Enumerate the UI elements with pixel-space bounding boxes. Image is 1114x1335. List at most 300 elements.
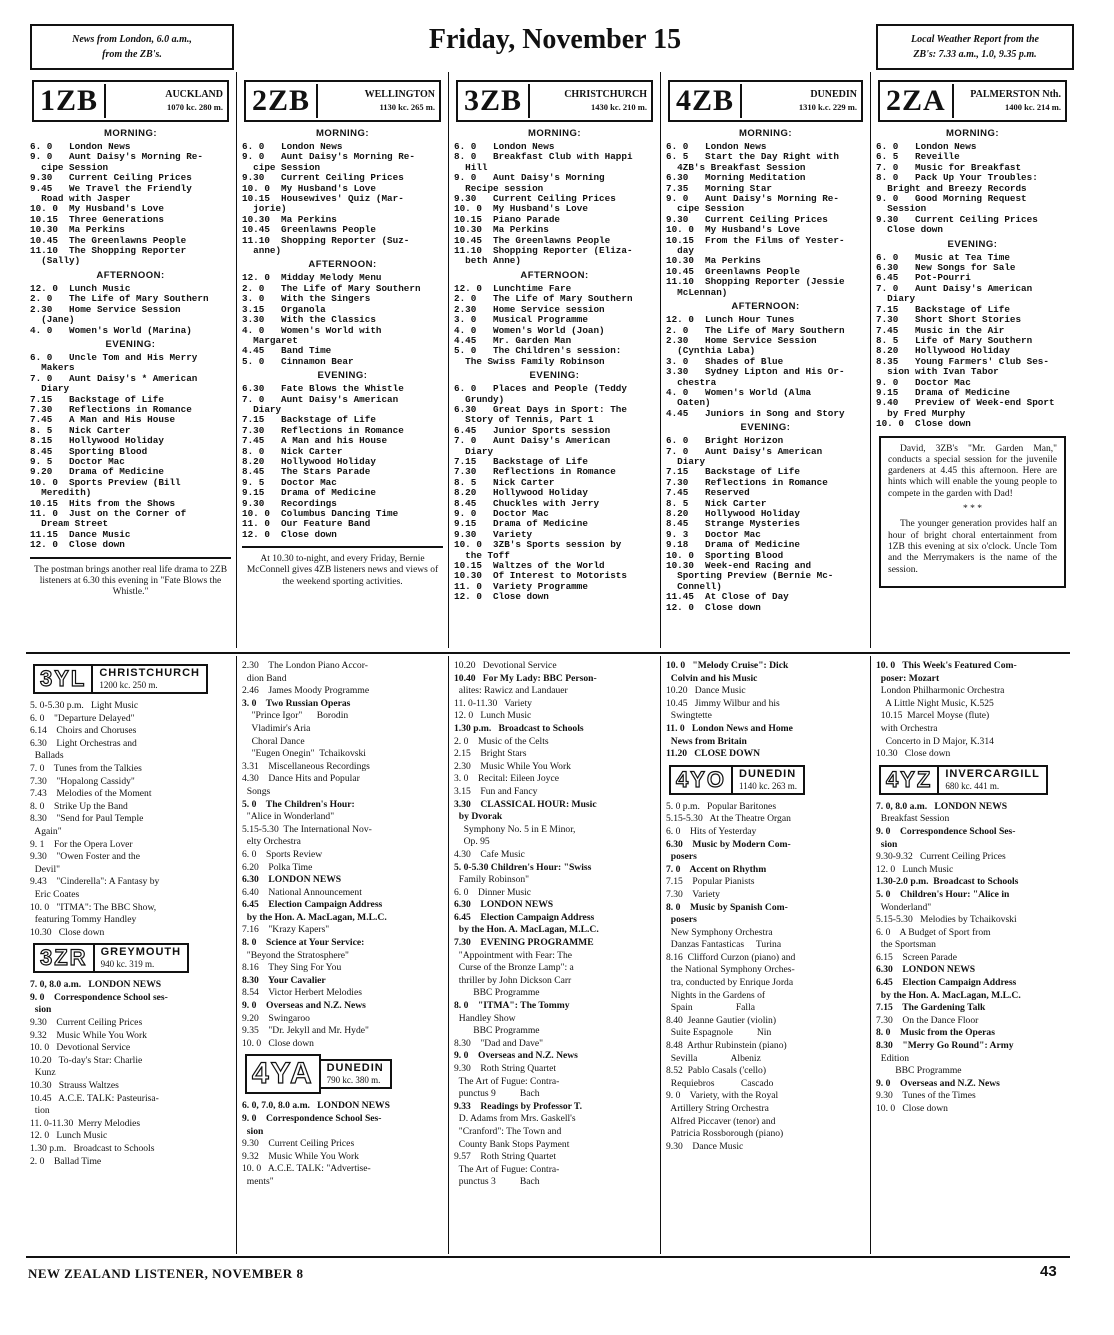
schedule-line: 8.30 "Dad and Dave"	[454, 1037, 544, 1049]
schedule-line: Breakfast Session	[876, 813, 950, 825]
schedule-line: sion	[242, 1125, 264, 1137]
station-info	[321, 1059, 392, 1089]
schedule-line: 7.30 Reflections in Romance	[666, 477, 828, 488]
schedule-line: 9.30 Variety	[454, 529, 533, 540]
schedule-line: 10.30 Ma Perkins	[30, 225, 125, 236]
station-info	[742, 89, 861, 113]
schedule-line: 6.30 New Songs for Sale	[876, 263, 1016, 274]
station-call-sign: 1ZB	[34, 84, 106, 118]
schedule-line: 9.30 "Owen Foster and the	[30, 851, 140, 863]
schedule-line: 7.30 Reflections in Romance	[242, 425, 404, 436]
page-number: 43	[1040, 1263, 1057, 1280]
schedule-line: 9. 0 Aunt Daisy's Morning Re-	[242, 152, 415, 163]
schedule-line: Patricia Rossborough (piano)	[666, 1128, 784, 1140]
column-divider	[660, 72, 661, 648]
schedule-line: 10.30 Close down	[876, 748, 951, 760]
schedule-line: tion	[30, 1105, 50, 1117]
schedule-line: 10.45 Greenlawns People	[666, 266, 800, 277]
schedule-line: Kunz	[30, 1067, 56, 1079]
schedule-line: 9.18 Drama of Medicine	[666, 540, 800, 551]
schedule-line: 2.30 Music While You Work	[454, 760, 571, 772]
schedule-line: 10. 0 Devotional Service	[30, 1042, 131, 1054]
section-heading: AFTERNOON:	[731, 301, 800, 313]
schedule-line: 10.15 Three Generations	[30, 214, 164, 225]
schedule-line: 8.30 Your Cavalier	[242, 974, 326, 986]
station-info	[318, 89, 439, 113]
schedule-line: the National Symphony Orches-	[666, 964, 795, 976]
schedule-line: Danzas Fantasticas Turina	[666, 939, 782, 951]
schedule-line: Connell)	[666, 581, 722, 592]
schedule-line: 7.15 Popular Pianists	[666, 876, 755, 888]
schedule-line: 3.15 Organola	[242, 304, 326, 315]
schedule-line: ments"	[242, 1175, 274, 1187]
schedule-line: 10. 0 A.C.E. TALK: "Advertise-	[242, 1163, 371, 1175]
schedule-line: Eric Coates	[30, 888, 80, 900]
schedule-line: 2. 0 The Life of Mary Southern	[30, 294, 209, 305]
schedule-line: 6. 0 A Budget of Sport from	[876, 926, 991, 938]
schedule-line: 9.30 Current Ceiling Prices	[242, 1138, 355, 1150]
station-column-1zb	[26, 76, 234, 644]
schedule-line: 7.15 Backstage of Life	[30, 394, 164, 405]
column-content	[662, 660, 868, 1153]
schedule-line: 8.30 "Send for Paul Temple	[30, 813, 144, 825]
schedule-line: 7. 0, 8.0 a.m. LONDON NEWS	[30, 979, 162, 991]
schedule-line: The Swiss Family Robinson	[454, 356, 605, 367]
section-heading: AFTERNOON:	[520, 269, 589, 281]
header-right-line2: ZB's: 7.33 a.m., 1.0, 9.35 p.m.	[913, 49, 1037, 60]
column-divider	[660, 656, 661, 1254]
schedule-line: 8.40 Jeanne Gautier (violin)	[666, 1014, 777, 1026]
schedule-line: 7. 0 Aunt Daisy's American	[666, 446, 823, 457]
column-content	[450, 660, 658, 1189]
station-city: DUNEDIN	[739, 767, 797, 780]
station-frequency: 790 kc. 380 m.	[326, 1075, 381, 1086]
station-banner	[33, 664, 228, 694]
schedule-line: 2.46 James Moody Programme	[242, 685, 370, 697]
schedule-line: 10.20 Devotional Service	[454, 660, 557, 671]
station-banner	[245, 1054, 440, 1094]
column-divider	[870, 72, 871, 648]
schedule-line: cipe Session	[242, 162, 321, 173]
schedule-line: 6. 0 London News	[876, 142, 977, 152]
schedule-line: 7. 0 Aunt Daisy's American	[876, 283, 1033, 294]
schedule-line: 6.30 Great Days in Sport: The	[454, 404, 627, 415]
column-content	[26, 664, 234, 1168]
schedule-line: 6. 0 Sports Review	[242, 848, 323, 860]
schedule-line: 6.15 Screen Parade	[876, 951, 957, 963]
header-right-line1: Local Weather Report from the	[911, 34, 1039, 45]
schedule-line: Suite Espagnole Nin	[666, 1027, 772, 1039]
bottom-column-1	[26, 660, 234, 1256]
schedule-line: Family Robinson"	[454, 874, 530, 886]
schedule-line: Spain Falla	[666, 1002, 756, 1014]
station-logo: 3YL	[33, 664, 93, 694]
schedule-line: Dream Street	[30, 519, 109, 530]
schedule-line: 8. 0 Strike Up the Band	[30, 800, 128, 812]
schedule-line: Session	[876, 204, 927, 215]
header-left-line2: from the ZB's.	[102, 49, 162, 60]
schedule-line: 8. 5 Nick Carter	[30, 425, 131, 436]
schedule-line: 6.30 LONDON NEWS	[454, 899, 554, 911]
station-frequency: 680 kc. 441 m.	[945, 780, 1000, 791]
schedule-line: McLennan)	[666, 287, 728, 298]
station-header	[878, 80, 1067, 122]
schedule-line: chestra	[666, 377, 717, 388]
schedule-line: 7. 0 Accent on Rhythm	[666, 863, 767, 875]
station-header	[244, 80, 441, 122]
station-frequency: 1400 kc. 214 m.	[1005, 102, 1061, 112]
station-logo: 4YZ	[879, 765, 939, 795]
schedule-line: by the Hon. A. MacLagan, M.L.C.	[454, 924, 599, 936]
station-info	[733, 765, 805, 795]
schedule-line: 10. 0 Close down	[876, 419, 971, 430]
station-info	[954, 89, 1065, 113]
station-column-2za	[872, 76, 1072, 644]
schedule-line: cipe Session	[30, 162, 109, 173]
schedule-line: 10. 0 Close down	[876, 1103, 948, 1114]
schedule-line: 8.45 Strange Mysteries	[666, 519, 800, 530]
schedule-line: thriller by John Dickson Carr	[454, 974, 572, 986]
schedule-line: 9.30 Roth String Quartet	[454, 1063, 557, 1074]
schedule-line: 9.30 Current Ceiling Prices	[666, 214, 828, 225]
schedule-line: 10.40 For My Lady: BBC Person-	[454, 672, 597, 684]
station-info	[106, 89, 227, 113]
feature-divider: * * *	[963, 504, 982, 515]
schedule-line: 9.15 Drama of Medicine	[454, 519, 588, 530]
station-frequency: 1070 kc. 280 m.	[167, 102, 223, 112]
schedule-line: poser: Mozart	[876, 672, 940, 684]
schedule-line: 6.14 Choirs and Choruses	[30, 725, 137, 737]
schedule-line: (Cynthia Laba)	[666, 346, 756, 357]
schedule-line: 2.30 Home Service Session	[666, 335, 817, 346]
schedule-line: Artillery String Orchestra	[666, 1103, 769, 1114]
schedule-line: 10.20 Dance Music	[666, 685, 746, 697]
schedule-line: 12. 0 Lunchtime Fare	[454, 283, 572, 294]
schedule-line: 4. 0 Women's World (Joan)	[454, 325, 605, 336]
schedule-line: 10. 0 Sports Preview (Bill	[30, 477, 181, 488]
schedule-line: 9. 0 Aunt Daisy's Morning	[454, 173, 605, 184]
schedule-line: 10.30 Ma Perkins	[242, 214, 337, 225]
schedule-line: 8.48 Arthur Rubinstein (piano)	[666, 1040, 787, 1052]
schedule-line: 4. 0 Women's World with	[242, 325, 382, 336]
schedule-line: 8.45 The Stars Parade	[242, 467, 371, 478]
station-logo: 3ZR	[33, 943, 95, 973]
schedule-line: 9. 5 Doctor Mac	[30, 456, 125, 467]
schedule-line: 5. 0-5.30 p.m. Light Music	[30, 700, 139, 711]
section-heading: MORNING:	[527, 128, 582, 139]
schedule-line: 9.30 Current Ceiling Prices	[30, 1017, 143, 1029]
station-city: AUCKLAND	[165, 89, 223, 100]
schedule-line: 6.30 Fate Blows the Whistle	[242, 384, 404, 395]
schedule-line: 2. 0 The Life of Mary Southern	[666, 325, 845, 336]
schedule-line: 9. 0 Overseas and N.Z. News	[876, 1077, 1000, 1089]
feature-paragraph: David, 3ZB's "Mr. Garden Man," conducts a special session for the juvenile gardeners at 4.45 this afternoon. Here are hints which will enable the young people to compete in the garden with Dad!	[888, 443, 1057, 499]
schedule-line: 2.15 Bright Stars	[454, 748, 527, 760]
schedule-line: 9. 0 Overseas and N.Z. News	[454, 1050, 578, 1062]
schedule-line: 6. 0 Places and People (Teddy	[454, 384, 627, 395]
schedule-line: 9.30 Current Ceiling Prices	[30, 173, 192, 184]
schedule-line: 3.15 Fun and Fancy	[454, 785, 538, 797]
schedule-line: Sporting Preview (Bernie Mc-	[666, 571, 834, 582]
section-heading: MORNING:	[103, 128, 158, 139]
station-column-3zb	[450, 76, 658, 644]
schedule-line: 8. 0 Breakfast Club with Happi	[454, 152, 633, 163]
schedule-line: "Eugen Onegin" Tchaikovski	[242, 748, 366, 760]
schedule-line: punctus 3 Bach	[454, 1176, 540, 1188]
schedule-line: 9. 5 Doctor Mac	[242, 477, 337, 488]
schedule-line: 9. 0 Correspondence School Ses-	[242, 1113, 382, 1124]
schedule-line: 9.30 Current Ceiling Prices	[876, 214, 1038, 225]
schedule-line: dion Band	[242, 672, 287, 684]
schedule-line: Alfred Piccaver (tenor) and	[666, 1115, 776, 1127]
schedule-line: 10. 0 "ITMA": The BBC Show,	[30, 901, 157, 913]
schedule-line: jorie)	[242, 204, 287, 215]
schedule-line: 2.30 Home Service Session	[30, 304, 181, 315]
schedule-line: 6.30 LONDON NEWS	[242, 874, 342, 886]
schedule-line: 10. 0 Close down	[242, 1037, 314, 1049]
schedule-line: 10.30 Ma Perkins	[454, 225, 549, 236]
schedule-line: tra, conducted by Enrique Jorda	[666, 977, 794, 989]
station-call-sign: 2ZB	[246, 84, 318, 118]
schedule-line: 8.15 Hollywood Holiday	[30, 436, 164, 447]
schedule-line: 9.43 "Cinderella": A Fantasy by	[30, 876, 160, 888]
schedule-line: 8. 0 "ITMA": The Tommy	[454, 1000, 570, 1012]
schedule-line: 12. 0 Close down	[666, 602, 761, 613]
schedule-line: 7.45 A Man and his House	[242, 436, 388, 447]
schedule-line: (Jane)	[30, 315, 75, 326]
schedule-line: 8. 0 Science at Your Service:	[242, 937, 365, 949]
schedule-line: 10.45 The Greenlawns People	[30, 235, 187, 246]
schedule-line: Op. 95	[454, 836, 490, 848]
column-divider	[448, 656, 449, 1254]
station-info	[93, 664, 208, 694]
schedule-line: 8.20 Hollywood Holiday	[876, 346, 1010, 357]
schedule-line: sion	[876, 838, 898, 850]
schedule-line: day	[666, 246, 694, 257]
station-header	[32, 80, 229, 122]
schedule-line: Songs	[242, 785, 271, 797]
schedule-line: 10.15 Housewives' Quiz (Mar-	[242, 194, 404, 205]
schedule-line: 8.45 Sporting Blood	[30, 446, 148, 457]
schedule-line: 10.45 The Greenlawns People	[454, 235, 611, 246]
schedule-line: 5. 0 The Children's session:	[454, 346, 622, 357]
schedule-line: the Sportsman	[876, 939, 936, 951]
station-frequency: 1130 kc. 265 m.	[379, 102, 435, 112]
schedule-line: Diary	[876, 294, 916, 305]
schedule-line: Curse of the Bronze Lamp": a	[454, 962, 574, 974]
schedule-line: 8.20 Hollywood Holiday	[242, 456, 376, 467]
schedule-line: Handley Show	[454, 1012, 516, 1024]
schedule-line: 11. 0 Variety Programme	[454, 581, 588, 592]
schedule-line: 8. 0 Music by Spanish Com-	[666, 901, 788, 913]
schedule-line: Colvin and his Music	[666, 672, 758, 684]
schedule-line: Makers	[30, 363, 75, 374]
schedule-line: 9.15 Drama of Medicine	[876, 387, 1010, 398]
schedule-line: County Bank Stops Payment	[454, 1138, 570, 1150]
schedule-line: 4ZB's Breakfast Session	[666, 162, 806, 173]
schedule-line: 10.45 Jimmy Wilbur and his	[666, 697, 780, 709]
schedule-line: 5.15-5.30 The International Nov-	[242, 823, 372, 835]
schedule-line: The Art of Fugue: Contra-	[454, 1075, 560, 1087]
schedule-line: 7. 0 Aunt Daisy's * American	[30, 373, 198, 384]
header-right-box	[876, 24, 1074, 70]
schedule-line: 7.15 Backstage of Life	[666, 467, 800, 478]
section-heading: MORNING:	[315, 128, 370, 139]
schedule-line: 8. 0 Pack Up Your Troubles:	[876, 173, 1038, 184]
station-city: GREYMOUTH	[100, 946, 182, 959]
schedule-line: D. Adams from Mrs. Gaskell's	[454, 1113, 576, 1125]
station-content	[450, 80, 658, 603]
schedule-line: 9.30 Current Ceiling Prices	[242, 173, 404, 184]
station-content	[238, 80, 446, 588]
header-left-box	[30, 24, 234, 70]
schedule-line: 10.30 Week-end Racing and	[666, 561, 812, 572]
schedule-line: 10. 0 Columbus Dancing Time	[242, 509, 399, 519]
schedule-line: 10. 0 "Melody Cruise": Dick	[666, 660, 789, 671]
schedule-line: 6.45 Election Campaign Address	[242, 899, 383, 911]
schedule-line: 7.15 Backstage of Life	[876, 304, 1010, 315]
station-content	[26, 80, 234, 598]
schedule-line: 6. 0 London News	[242, 142, 343, 152]
schedule-line: elty Orchestra	[242, 836, 301, 848]
schedule-line: 11.10 Shopping Reporter (Suz-	[242, 235, 410, 246]
schedule-line: 10.20 To-day's Star: Charlie	[30, 1054, 143, 1066]
schedule-line: 9.30-9.32 Current Ceiling Prices	[876, 851, 1006, 863]
schedule-line: 8.20 Hollywood Holiday	[666, 509, 800, 519]
schedule-line: cipe Session	[666, 204, 745, 215]
schedule-line: 4.45 Band Time	[242, 346, 332, 357]
schedule-line: 10. 0 My Husband's Love	[242, 183, 376, 194]
schedule-line: Choral Dance	[242, 735, 305, 747]
schedule-line: 10. 0 My Husband's Love	[666, 225, 800, 236]
schedule-line: 9. 0 Doctor Mac	[454, 509, 549, 519]
schedule-line: 1.30-2.0 p.m. Broadcast to Schools	[876, 876, 1019, 888]
schedule-line: 3. 0 Musical Programme	[454, 315, 588, 326]
schedule-line: 7.30 EVENING PROGRAMME	[454, 937, 594, 949]
feature-paragraph: The younger generation provides half an hour of bright choral entertainment from 1ZB this evening at six o'clock. Uncle Tom and the Merrymakers is the name of the session.	[888, 519, 1057, 575]
schedule-line: 8.45 Chuckles with Jerry	[454, 498, 600, 509]
schedule-line: Symphony No. 5 in E Minor,	[454, 823, 576, 835]
schedule-line: 8.54 Victor Herbert Melodies	[242, 987, 362, 999]
schedule-line: 9.20 Drama of Medicine	[30, 467, 164, 478]
schedule-line: 7. 0 Music for Breakfast	[876, 162, 1022, 173]
schedule-line: by Fred Murphy	[876, 408, 966, 419]
schedule-line: Vladimir's Aria	[242, 722, 311, 734]
schedule-line: 9. 0 Aunt Daisy's Morning Re-	[666, 194, 839, 205]
schedule-line: 9. 0 Variety, with the Royal	[666, 1090, 779, 1102]
schedule-line: Again"	[30, 825, 62, 837]
schedule-line: 2.30 Home Service session	[454, 304, 605, 315]
schedule-line: 1.30 p.m. Broadcast to Schools	[454, 722, 584, 734]
schedule-line: 12. 0 Lunch Music	[876, 863, 954, 875]
schedule-line: 8. 0 Nick Carter	[242, 446, 343, 457]
schedule-line: 6.45 Election Campaign Address	[454, 911, 595, 923]
column-divider	[236, 656, 237, 1254]
schedule-line: 10.15 Waltzes of the World	[454, 561, 605, 572]
schedule-line: 7.30 "Hopalong Cassidy"	[30, 775, 135, 787]
column-content	[238, 660, 446, 1189]
schedule-line: 6.20 Polka Time	[242, 861, 313, 873]
station-call-sign: 4ZB	[670, 84, 742, 118]
schedule-line: 12. 0 Lunch Music	[30, 1130, 108, 1142]
bottom-column-2	[238, 660, 446, 1256]
schedule-line: Edition	[876, 1052, 910, 1064]
schedule-line: Oaten)	[666, 398, 711, 409]
schedule-line: "Beyond the Stratosphere"	[242, 949, 349, 961]
station-city: CHRISTCHURCH	[564, 89, 647, 100]
schedule-line: 12. 0 Close down	[242, 529, 337, 540]
schedule-line: 6. 0 Dinner Music	[454, 886, 532, 898]
schedule-line: 8. 5 Nick Carter	[666, 498, 767, 509]
schedule-line: 12. 0 Close down	[454, 592, 549, 603]
schedule-line: 7.15 Backstage of Life	[454, 456, 588, 467]
schedule-line: 8.16 They Sing For You	[242, 962, 342, 974]
schedule-line: 7.30 Reflections in Romance	[454, 467, 616, 478]
schedule-line: 8.30 "Merry Go Round": Army	[876, 1040, 1014, 1052]
schedule-line: 6.30 Music by Modern Com-	[666, 838, 791, 850]
schedule-line: 6. 0 Bright Horizon	[666, 436, 784, 447]
footer-text: NEW ZEALAND LISTENER, NOVEMBER 8	[28, 1266, 304, 1281]
schedule-line: 6. 5 Start the Day Right with	[666, 152, 839, 163]
schedule-line: 6. 0, 7.0, 8.0 a.m. LONDON NEWS	[242, 1100, 390, 1112]
schedule-line: 9. 0 Doctor Mac	[876, 377, 971, 388]
schedule-line: 10. 0 This Week's Featured Com-	[876, 660, 1017, 671]
schedule-line: 2. 0 Music of the Celts	[454, 735, 549, 747]
schedule-line: 7. 0 Tunes from the Talkies	[30, 762, 142, 774]
schedule-line: alites: Rawicz and Landauer	[454, 685, 568, 697]
schedule-line: 10.30 Of Interest to Motorists	[454, 571, 627, 582]
station-column-4zb	[662, 76, 868, 644]
schedule-line: 9.40 Preview of Week-end Sport	[876, 398, 1055, 409]
schedule-line: "Cranford": The Town and	[454, 1125, 562, 1137]
schedule-line: by Dvorak	[454, 811, 503, 823]
schedule-line: 8. 5 Nick Carter	[454, 477, 555, 488]
schedule-line: 12. 0 Close down	[30, 540, 125, 551]
schedule-line: 3. 0 With the Singers	[242, 294, 371, 305]
feature-box	[879, 436, 1066, 588]
schedule-line: 10.30 Strauss Waltzes	[30, 1080, 119, 1092]
schedule-line: Devil"	[30, 863, 61, 875]
schedule-line: 7.16 "Krazy Kapers"	[242, 924, 330, 936]
station-content	[662, 80, 868, 613]
section-divider	[26, 652, 1070, 654]
schedule-line: 4. 0 Women's World (Alma	[666, 387, 812, 398]
schedule-line: 6. 0 London News	[454, 142, 555, 152]
schedule-line: Diary	[454, 446, 494, 457]
station-info	[530, 89, 651, 113]
section-heading: AFTERNOON:	[308, 259, 377, 271]
schedule-line: 11.15 Dance Music	[30, 529, 131, 540]
station-city: DUNEDIN	[326, 1062, 384, 1075]
schedule-line: 10.45 A.C.E. TALK: Pasteurisa-	[30, 1092, 159, 1104]
schedule-line: 4.30 Cafe Music	[454, 848, 525, 860]
schedule-line: 3.30 With the Classics	[242, 315, 376, 326]
schedule-line: 2. 0 The Life of Mary Southern	[242, 283, 421, 294]
schedule-line: 3. 0 Recital: Eileen Joyce	[454, 773, 559, 785]
schedule-line: Meredith)	[30, 488, 92, 499]
station-logo: 4YO	[669, 765, 733, 795]
schedule-line: 4.30 Dance Hits and Popular	[242, 773, 360, 785]
schedule-line: New Symphony Orchestra	[666, 926, 773, 938]
schedule-line: 7. 0 Aunt Daisy's American	[242, 394, 399, 405]
schedule-line: 5. 0 p.m. Popular Baritones	[666, 800, 777, 812]
station-header	[668, 80, 863, 122]
schedule-line: 11.10 Shopping Reporter (Jessie	[666, 277, 845, 288]
schedule-line: 6. 0 Music at Tea Time	[876, 252, 1010, 263]
station-header	[456, 80, 653, 122]
schedule-line: beth Anne)	[454, 256, 521, 267]
schedule-line: 7.35 Morning Star	[666, 183, 773, 194]
